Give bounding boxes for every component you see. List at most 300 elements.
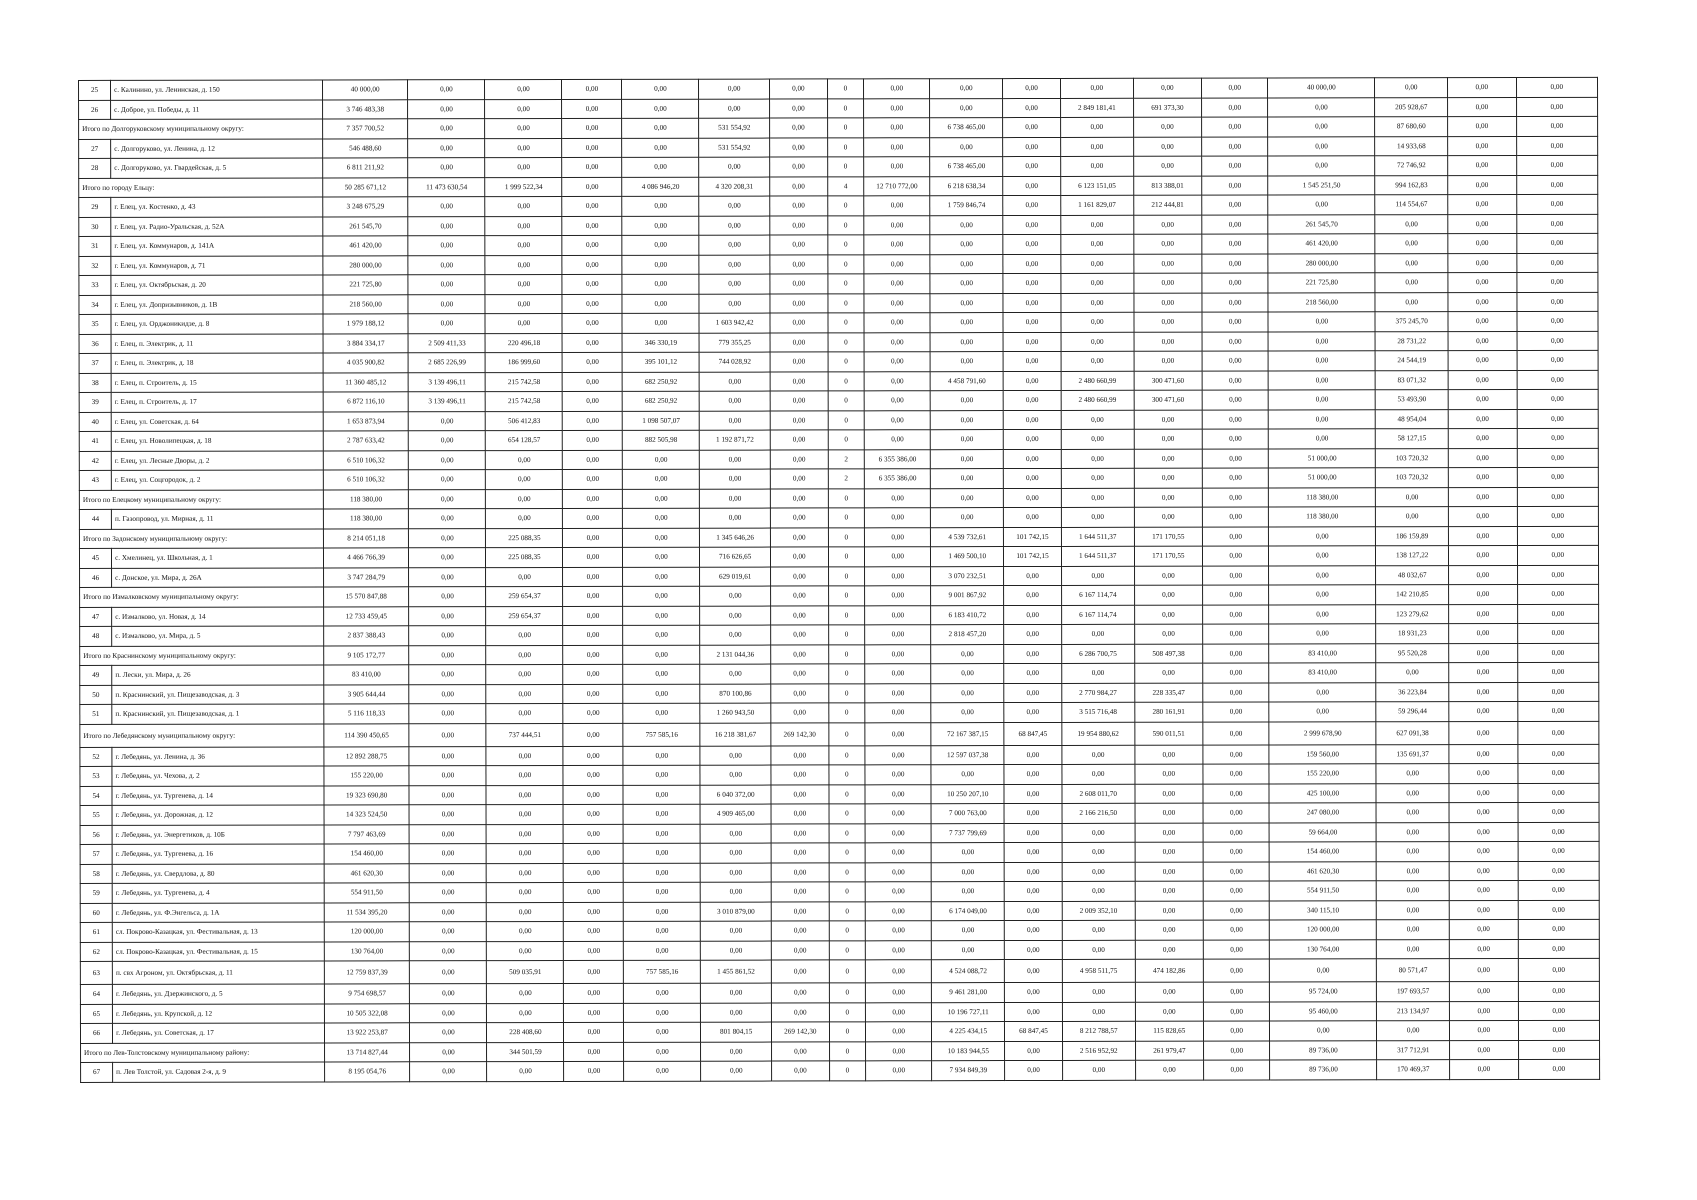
value-cell: 0,00 bbox=[1003, 351, 1061, 371]
value-cell: 0,00 bbox=[408, 275, 485, 295]
value-cell: 0,00 bbox=[1204, 1021, 1270, 1041]
value-cell: 154 460,00 bbox=[1269, 842, 1376, 862]
value-cell: 0,00 bbox=[485, 313, 562, 333]
value-cell: 0,00 bbox=[700, 450, 771, 470]
value-cell: 0,00 bbox=[1375, 214, 1448, 234]
value-cell: 0,00 bbox=[1134, 312, 1202, 332]
row-number: 38 bbox=[79, 373, 111, 393]
value-cell: 0,00 bbox=[1269, 546, 1376, 566]
value-cell: 83 071,32 bbox=[1375, 370, 1448, 390]
value-cell: 0,00 bbox=[1203, 585, 1269, 605]
value-cell: 0,00 bbox=[409, 645, 486, 665]
value-cell: 0,00 bbox=[486, 765, 563, 785]
value-cell: 0,00 bbox=[563, 489, 623, 509]
value-cell: 0,00 bbox=[622, 294, 699, 314]
value-cell: 0,00 bbox=[1062, 764, 1135, 784]
value-cell: 0,00 bbox=[1376, 803, 1449, 823]
value-cell: 0,00 bbox=[563, 372, 623, 392]
value-cell: 0,00 bbox=[771, 843, 829, 863]
value-cell: 40 000,00 bbox=[1268, 78, 1375, 98]
value-cell: 0,00 bbox=[770, 391, 828, 411]
value-cell: 0,00 bbox=[563, 450, 623, 470]
value-cell: 0,00 bbox=[485, 274, 562, 294]
value-cell: 0,00 bbox=[1517, 643, 1599, 663]
value-cell: 101 742,15 bbox=[1004, 527, 1062, 547]
value-cell: 1 545 251,50 bbox=[1268, 175, 1375, 195]
value-cell: 80 571,47 bbox=[1377, 959, 1450, 982]
value-cell: 0,00 bbox=[1202, 410, 1268, 430]
value-cell: 0,00 bbox=[770, 527, 828, 547]
value-cell: 0,00 bbox=[622, 157, 699, 177]
value-cell: 0 bbox=[828, 254, 864, 274]
value-cell: 115 828,65 bbox=[1135, 1021, 1203, 1041]
value-cell: 0,00 bbox=[1270, 959, 1377, 982]
value-cell: 0,00 bbox=[1003, 273, 1061, 293]
value-cell: 269 142,30 bbox=[771, 1022, 829, 1042]
value-cell: 0,00 bbox=[1517, 763, 1599, 783]
address-cell: г. Елец, ул. Новолипецкая, д. 18 bbox=[111, 431, 323, 451]
row-number: 39 bbox=[79, 392, 111, 412]
value-cell: 0,00 bbox=[1517, 331, 1599, 351]
value-cell: 0,00 bbox=[1376, 861, 1449, 881]
value-cell: 123 279,62 bbox=[1376, 604, 1449, 624]
value-cell: 0,00 bbox=[1377, 900, 1450, 920]
value-cell: 0,00 bbox=[563, 684, 623, 704]
value-cell: 170 469,37 bbox=[1377, 1060, 1450, 1080]
value-cell: 0,00 bbox=[1449, 939, 1517, 959]
value-cell: 531 554,92 bbox=[699, 138, 770, 158]
value-cell: 114 554,67 bbox=[1375, 195, 1448, 215]
value-cell: 0,00 bbox=[1134, 663, 1202, 683]
row-number: 25 bbox=[79, 80, 111, 100]
value-cell: 0,00 bbox=[701, 983, 772, 1003]
value-cell: 0 bbox=[828, 313, 864, 333]
value-cell: 6 218 638,34 bbox=[930, 176, 1003, 196]
row-number: 55 bbox=[80, 805, 112, 825]
row-number: 56 bbox=[80, 825, 112, 845]
value-cell: 0,00 bbox=[408, 119, 485, 139]
value-cell: 0,00 bbox=[701, 1003, 772, 1023]
total-cost-cell: 9 754 698,57 bbox=[324, 984, 410, 1004]
value-cell: 83 410,00 bbox=[1269, 663, 1376, 683]
value-cell: 0,00 bbox=[864, 332, 930, 352]
value-cell: 0,00 bbox=[624, 882, 701, 902]
value-cell: 0,00 bbox=[1060, 78, 1133, 98]
value-cell: 0,00 bbox=[1268, 136, 1375, 156]
total-cost-cell: 12 759 837,39 bbox=[324, 961, 410, 984]
row-number: 59 bbox=[80, 883, 112, 903]
value-cell: 6 183 410,72 bbox=[931, 605, 1004, 625]
value-cell: 0 bbox=[828, 293, 864, 313]
value-cell: 0,00 bbox=[1517, 545, 1599, 565]
value-cell: 0,00 bbox=[1203, 803, 1269, 823]
total-cost-cell: 3 746 483,38 bbox=[322, 99, 408, 119]
value-cell: 0,00 bbox=[1449, 623, 1517, 643]
value-cell: 2 608 011,70 bbox=[1062, 784, 1135, 804]
value-cell: 0,00 bbox=[564, 921, 624, 941]
value-cell: 142 210,85 bbox=[1376, 585, 1449, 605]
value-cell: 259 654,37 bbox=[486, 586, 563, 606]
address-cell: п. свх Агроном, ул. Октябрьская, д. 11 bbox=[112, 961, 324, 984]
address-cell: с. Доброе, ул. Победы, д. 11 bbox=[111, 99, 323, 119]
value-cell: 135 691,37 bbox=[1376, 744, 1449, 764]
value-cell: 0,00 bbox=[770, 449, 828, 469]
row-number: 42 bbox=[79, 451, 111, 471]
value-cell: 0,00 bbox=[771, 1002, 829, 1022]
value-cell: 0,00 bbox=[1203, 940, 1269, 960]
value-cell: 6 174 049,00 bbox=[932, 901, 1005, 921]
value-cell: 0,00 bbox=[1202, 215, 1268, 235]
value-cell: 0,00 bbox=[1133, 254, 1201, 274]
value-cell: 0,00 bbox=[1135, 1002, 1203, 1022]
value-cell: 0,00 bbox=[408, 314, 485, 334]
value-cell: 0,00 bbox=[1004, 959, 1062, 982]
value-cell: 0,00 bbox=[1135, 842, 1203, 862]
value-cell: 0,00 bbox=[1203, 842, 1269, 862]
value-cell: 0,00 bbox=[1449, 783, 1517, 803]
value-cell: 0,00 bbox=[1269, 565, 1376, 585]
value-cell: 0,00 bbox=[1269, 526, 1376, 546]
value-cell: 0,00 bbox=[410, 1042, 487, 1062]
value-cell: 0,00 bbox=[1518, 1040, 1600, 1060]
value-cell: 9 461 281,00 bbox=[932, 983, 1005, 1003]
value-cell: 89 736,00 bbox=[1270, 1060, 1377, 1080]
value-cell: 0,00 bbox=[1004, 901, 1062, 921]
value-cell: 0 bbox=[828, 352, 864, 372]
value-cell: 0,00 bbox=[1448, 389, 1516, 409]
value-cell: 0 bbox=[828, 215, 864, 235]
value-cell: 0,00 bbox=[408, 158, 485, 178]
value-cell: 0,00 bbox=[864, 313, 930, 333]
value-cell: 68 847,45 bbox=[1004, 722, 1062, 745]
value-cell: 6 167 114,74 bbox=[1061, 585, 1134, 605]
value-cell: 0,00 bbox=[1517, 721, 1599, 744]
value-cell: 0,00 bbox=[1518, 1001, 1600, 1021]
total-cost-cell: 6 510 106,32 bbox=[323, 470, 409, 490]
value-cell: 0,00 bbox=[1003, 234, 1061, 254]
value-cell: 0,00 bbox=[487, 882, 564, 902]
value-cell: 0,00 bbox=[1517, 701, 1599, 721]
value-cell: 0,00 bbox=[1517, 682, 1599, 702]
value-cell: 95 460,00 bbox=[1270, 1001, 1377, 1021]
value-cell: 0,00 bbox=[1448, 506, 1516, 526]
value-cell: 0 bbox=[828, 430, 864, 450]
value-cell: 0,00 bbox=[485, 294, 562, 314]
value-cell: 0,00 bbox=[1517, 623, 1599, 643]
value-cell: 0,00 bbox=[865, 862, 931, 882]
value-cell: 0,00 bbox=[410, 941, 487, 961]
address-cell: г. Лебедянь, ул. Тургенева, д. 14 bbox=[112, 785, 324, 805]
value-cell: 0,00 bbox=[1061, 273, 1134, 293]
value-cell: 0,00 bbox=[1448, 331, 1516, 351]
value-cell: 0,00 bbox=[622, 274, 699, 294]
value-cell: 171 170,55 bbox=[1134, 546, 1202, 566]
address-cell: с. Долгоруково, ул. Ленина, д. 12 bbox=[111, 138, 323, 158]
value-cell: 0,00 bbox=[1449, 919, 1517, 939]
row-number: 58 bbox=[80, 864, 112, 884]
value-cell: 2 bbox=[828, 469, 864, 489]
address-cell: г. Лебедянь, ул. Ленина, д. 36 bbox=[112, 746, 324, 766]
value-cell: 0,00 bbox=[487, 902, 564, 922]
value-cell: 0,00 bbox=[701, 882, 772, 902]
value-cell: 0,00 bbox=[1134, 566, 1202, 586]
value-cell: 120 000,00 bbox=[1270, 920, 1377, 940]
value-cell: 0,00 bbox=[1516, 233, 1598, 253]
value-cell: 0,00 bbox=[1134, 449, 1202, 469]
value-cell: 0,00 bbox=[1060, 137, 1133, 157]
value-cell: 0,00 bbox=[931, 488, 1004, 508]
value-cell: 0,00 bbox=[624, 1003, 701, 1023]
subtotal-label: Итого по Задонскому муниципальному округу: bbox=[79, 528, 323, 548]
value-cell: 0,00 bbox=[562, 177, 622, 197]
total-cost-cell: 12 892 288,75 bbox=[324, 746, 410, 766]
total-cost-cell: 546 488,60 bbox=[322, 138, 408, 158]
value-cell: 0,00 bbox=[701, 863, 772, 883]
value-cell: 0,00 bbox=[409, 746, 486, 766]
value-cell: 0,00 bbox=[1061, 410, 1134, 430]
value-cell: 994 162,83 bbox=[1375, 175, 1448, 195]
value-cell: 0,00 bbox=[1004, 803, 1062, 823]
value-cell: 0,00 bbox=[701, 941, 772, 961]
value-cell: 0,00 bbox=[1003, 449, 1061, 469]
value-cell: 0,00 bbox=[563, 508, 623, 528]
value-cell: 0,00 bbox=[1517, 662, 1599, 682]
value-cell: 1 345 646,26 bbox=[700, 528, 771, 548]
value-cell: 0,00 bbox=[623, 785, 700, 805]
value-cell: 0,00 bbox=[699, 235, 770, 255]
value-cell: 0,00 bbox=[1004, 605, 1062, 625]
value-cell: 0,00 bbox=[1449, 643, 1517, 663]
address-cell: г. Елец, ул. Радио-Уральская, д. 52А bbox=[111, 216, 323, 236]
value-cell: 0,00 bbox=[1376, 842, 1449, 862]
value-cell: 0,00 bbox=[1269, 702, 1376, 722]
value-cell: 0 bbox=[828, 235, 864, 255]
total-cost-cell: 554 911,50 bbox=[324, 883, 410, 903]
value-cell: 0,00 bbox=[623, 746, 700, 766]
row-number: 62 bbox=[80, 942, 112, 962]
value-cell: 0,00 bbox=[1004, 663, 1062, 683]
value-cell: 0,00 bbox=[865, 566, 931, 586]
value-cell: 0,00 bbox=[1268, 97, 1375, 117]
value-cell: 0 bbox=[829, 901, 865, 921]
row-number: 67 bbox=[81, 1062, 113, 1082]
value-cell: 72 167 387,15 bbox=[931, 722, 1004, 745]
value-cell: 0,00 bbox=[563, 469, 623, 489]
value-cell: 0,00 bbox=[486, 804, 563, 824]
value-cell: 0,00 bbox=[1449, 900, 1517, 920]
value-cell: 0,00 bbox=[1449, 682, 1517, 702]
value-cell: 58 127,15 bbox=[1376, 429, 1449, 449]
value-cell: 0,00 bbox=[1375, 273, 1448, 293]
row-number: 28 bbox=[79, 158, 111, 178]
value-cell: 2 849 181,41 bbox=[1060, 98, 1133, 118]
value-cell: 0 bbox=[827, 118, 863, 138]
value-cell: 0,00 bbox=[771, 823, 829, 843]
value-cell: 0,00 bbox=[1203, 881, 1269, 901]
value-cell: 0,00 bbox=[771, 862, 829, 882]
value-cell: 0,00 bbox=[865, 664, 931, 684]
value-cell: 0,00 bbox=[865, 703, 931, 723]
value-cell: 0,00 bbox=[1004, 644, 1062, 664]
row-number: 48 bbox=[80, 626, 112, 646]
value-cell: 0,00 bbox=[1449, 802, 1517, 822]
value-cell: 0,00 bbox=[699, 274, 770, 294]
address-cell: с. Хмелинец, ул. Школьная, д. 1 bbox=[112, 548, 324, 568]
value-cell: 0,00 bbox=[1449, 721, 1518, 744]
value-cell: 0,00 bbox=[1061, 507, 1134, 527]
value-cell: 0,00 bbox=[1268, 117, 1375, 137]
value-cell: 0,00 bbox=[1004, 585, 1062, 605]
value-cell: 14 933,68 bbox=[1375, 136, 1448, 156]
value-cell: 0,00 bbox=[410, 844, 487, 864]
total-cost-cell: 461 620,30 bbox=[324, 863, 410, 883]
value-cell: 0,00 bbox=[930, 254, 1003, 274]
value-cell: 0,00 bbox=[1450, 1040, 1518, 1060]
value-cell: 0,00 bbox=[865, 527, 931, 547]
value-cell: 0,00 bbox=[409, 567, 486, 587]
value-cell: 0,00 bbox=[1003, 176, 1061, 196]
value-cell: 0,00 bbox=[1518, 802, 1600, 822]
value-cell: 0,00 bbox=[770, 371, 828, 391]
value-cell: 10 250 207,10 bbox=[931, 784, 1004, 804]
value-cell: 0,00 bbox=[1004, 745, 1062, 765]
value-cell: 0,00 bbox=[864, 118, 930, 138]
value-cell: 0,00 bbox=[564, 960, 624, 983]
value-cell: 0,00 bbox=[1203, 745, 1269, 765]
value-cell: 0,00 bbox=[864, 79, 930, 99]
value-cell: 0,00 bbox=[1517, 311, 1599, 331]
value-cell: 0,00 bbox=[1061, 234, 1134, 254]
value-cell: 0,00 bbox=[1448, 292, 1516, 312]
value-cell: 1 192 871,72 bbox=[700, 430, 771, 450]
total-cost-cell: 218 560,00 bbox=[323, 294, 409, 314]
value-cell: 0,00 bbox=[1517, 409, 1599, 429]
value-cell: 0,00 bbox=[564, 941, 624, 961]
value-cell: 0,00 bbox=[1517, 506, 1599, 526]
value-cell: 259 654,37 bbox=[486, 606, 563, 626]
value-cell: 0,00 bbox=[1203, 605, 1269, 625]
value-cell: 0,00 bbox=[770, 235, 828, 255]
total-cost-cell: 130 764,00 bbox=[324, 941, 410, 961]
value-cell: 0,00 bbox=[408, 80, 485, 100]
value-cell: 716 626,65 bbox=[700, 547, 771, 567]
value-cell: 6 167 114,74 bbox=[1061, 605, 1134, 625]
value-cell: 0,00 bbox=[1062, 842, 1135, 862]
value-cell: 0,00 bbox=[1003, 429, 1061, 449]
value-cell: 0,00 bbox=[1375, 292, 1448, 312]
value-cell: 0,00 bbox=[700, 391, 771, 411]
value-cell: 317 712,91 bbox=[1377, 1040, 1450, 1060]
value-cell: 0,00 bbox=[1450, 1020, 1518, 1040]
value-cell: 2 166 216,50 bbox=[1062, 803, 1135, 823]
value-cell: 18 931,23 bbox=[1376, 624, 1449, 644]
value-cell: 0,00 bbox=[700, 489, 771, 509]
value-cell: 0,00 bbox=[487, 941, 564, 961]
value-cell: 0,00 bbox=[487, 983, 564, 1003]
value-cell: 0,00 bbox=[1134, 468, 1202, 488]
value-cell: 0,00 bbox=[1376, 663, 1449, 683]
address-cell: г. Елец, ул. Орджоникидзе, д. 8 bbox=[111, 314, 323, 334]
value-cell: 0,00 bbox=[486, 664, 563, 684]
address-cell: г. Елец, ул. Лесные Дворы, д. 2 bbox=[111, 450, 323, 470]
value-cell: 0,00 bbox=[409, 431, 486, 451]
value-cell: 0,00 bbox=[1203, 546, 1269, 566]
value-cell: 0,00 bbox=[771, 1041, 829, 1061]
value-cell: 0,00 bbox=[1448, 311, 1516, 331]
value-cell: 0,00 bbox=[771, 960, 829, 983]
value-cell: 0,00 bbox=[1203, 683, 1269, 703]
value-cell: 0,00 bbox=[564, 843, 624, 863]
row-number: 64 bbox=[80, 984, 112, 1004]
value-cell: 0 bbox=[829, 745, 865, 765]
value-cell: 0,00 bbox=[1061, 312, 1134, 332]
value-cell: 0,00 bbox=[699, 196, 770, 216]
row-number: 50 bbox=[80, 685, 112, 705]
value-cell: 0,00 bbox=[1448, 97, 1516, 117]
row-number: 53 bbox=[80, 766, 112, 786]
value-cell: 0,00 bbox=[622, 313, 699, 333]
value-cell: 0,00 bbox=[699, 216, 770, 236]
value-cell: 0,00 bbox=[1376, 764, 1449, 784]
value-cell: 0,00 bbox=[864, 488, 930, 508]
value-cell: 1 260 943,50 bbox=[700, 703, 771, 723]
value-cell: 0,00 bbox=[770, 293, 828, 313]
value-cell: 590 011,51 bbox=[1134, 722, 1203, 745]
value-cell: 0,00 bbox=[623, 664, 700, 684]
address-cell: г. Елец, ул. Коммунаров, д. 71 bbox=[111, 255, 323, 275]
value-cell: 0,00 bbox=[1517, 604, 1599, 624]
value-cell: 0,00 bbox=[1061, 566, 1134, 586]
value-cell: 0,00 bbox=[564, 1022, 624, 1042]
value-cell: 0,00 bbox=[622, 235, 699, 255]
value-cell: 0,00 bbox=[1517, 467, 1599, 487]
value-cell: 0 bbox=[828, 391, 864, 411]
value-cell: 0,00 bbox=[1062, 663, 1135, 683]
value-cell: 0,00 bbox=[562, 255, 622, 275]
value-cell: 0,00 bbox=[1269, 409, 1376, 429]
value-cell: 2 509 411,33 bbox=[408, 333, 485, 353]
value-cell: 0,00 bbox=[699, 79, 770, 99]
value-cell: 0,00 bbox=[1377, 881, 1450, 901]
row-number: 60 bbox=[80, 903, 112, 923]
value-cell: 0,00 bbox=[1203, 764, 1269, 784]
value-cell: 155 220,00 bbox=[1269, 764, 1376, 784]
value-cell: 0,00 bbox=[1448, 233, 1516, 253]
value-cell: 0,00 bbox=[624, 983, 701, 1003]
value-cell: 1 469 500,10 bbox=[931, 547, 1004, 567]
value-cell: 0,00 bbox=[563, 703, 623, 723]
total-cost-cell: 3 747 284,79 bbox=[323, 567, 409, 587]
value-cell: 0,00 bbox=[409, 626, 486, 646]
value-cell: 0,00 bbox=[622, 255, 699, 275]
value-cell: 0,00 bbox=[1518, 841, 1600, 861]
value-cell: 0,00 bbox=[1004, 566, 1062, 586]
value-cell: 118 380,00 bbox=[1269, 507, 1376, 527]
value-cell: 0,00 bbox=[1203, 1002, 1269, 1022]
value-cell: 0,00 bbox=[1202, 488, 1268, 508]
value-cell: 0,00 bbox=[1133, 234, 1201, 254]
value-cell: 0,00 bbox=[700, 586, 771, 606]
value-cell: 0,00 bbox=[409, 450, 486, 470]
total-cost-cell: 4 035 900,82 bbox=[323, 353, 409, 373]
value-cell: 0,00 bbox=[1516, 253, 1598, 273]
value-cell: 779 355,25 bbox=[699, 333, 770, 353]
value-cell: 0,00 bbox=[1517, 565, 1599, 585]
value-cell: 0 bbox=[827, 79, 863, 99]
value-cell: 0,00 bbox=[1003, 215, 1061, 235]
value-cell: 0,00 bbox=[771, 683, 829, 703]
value-cell: 0,00 bbox=[1516, 292, 1598, 312]
